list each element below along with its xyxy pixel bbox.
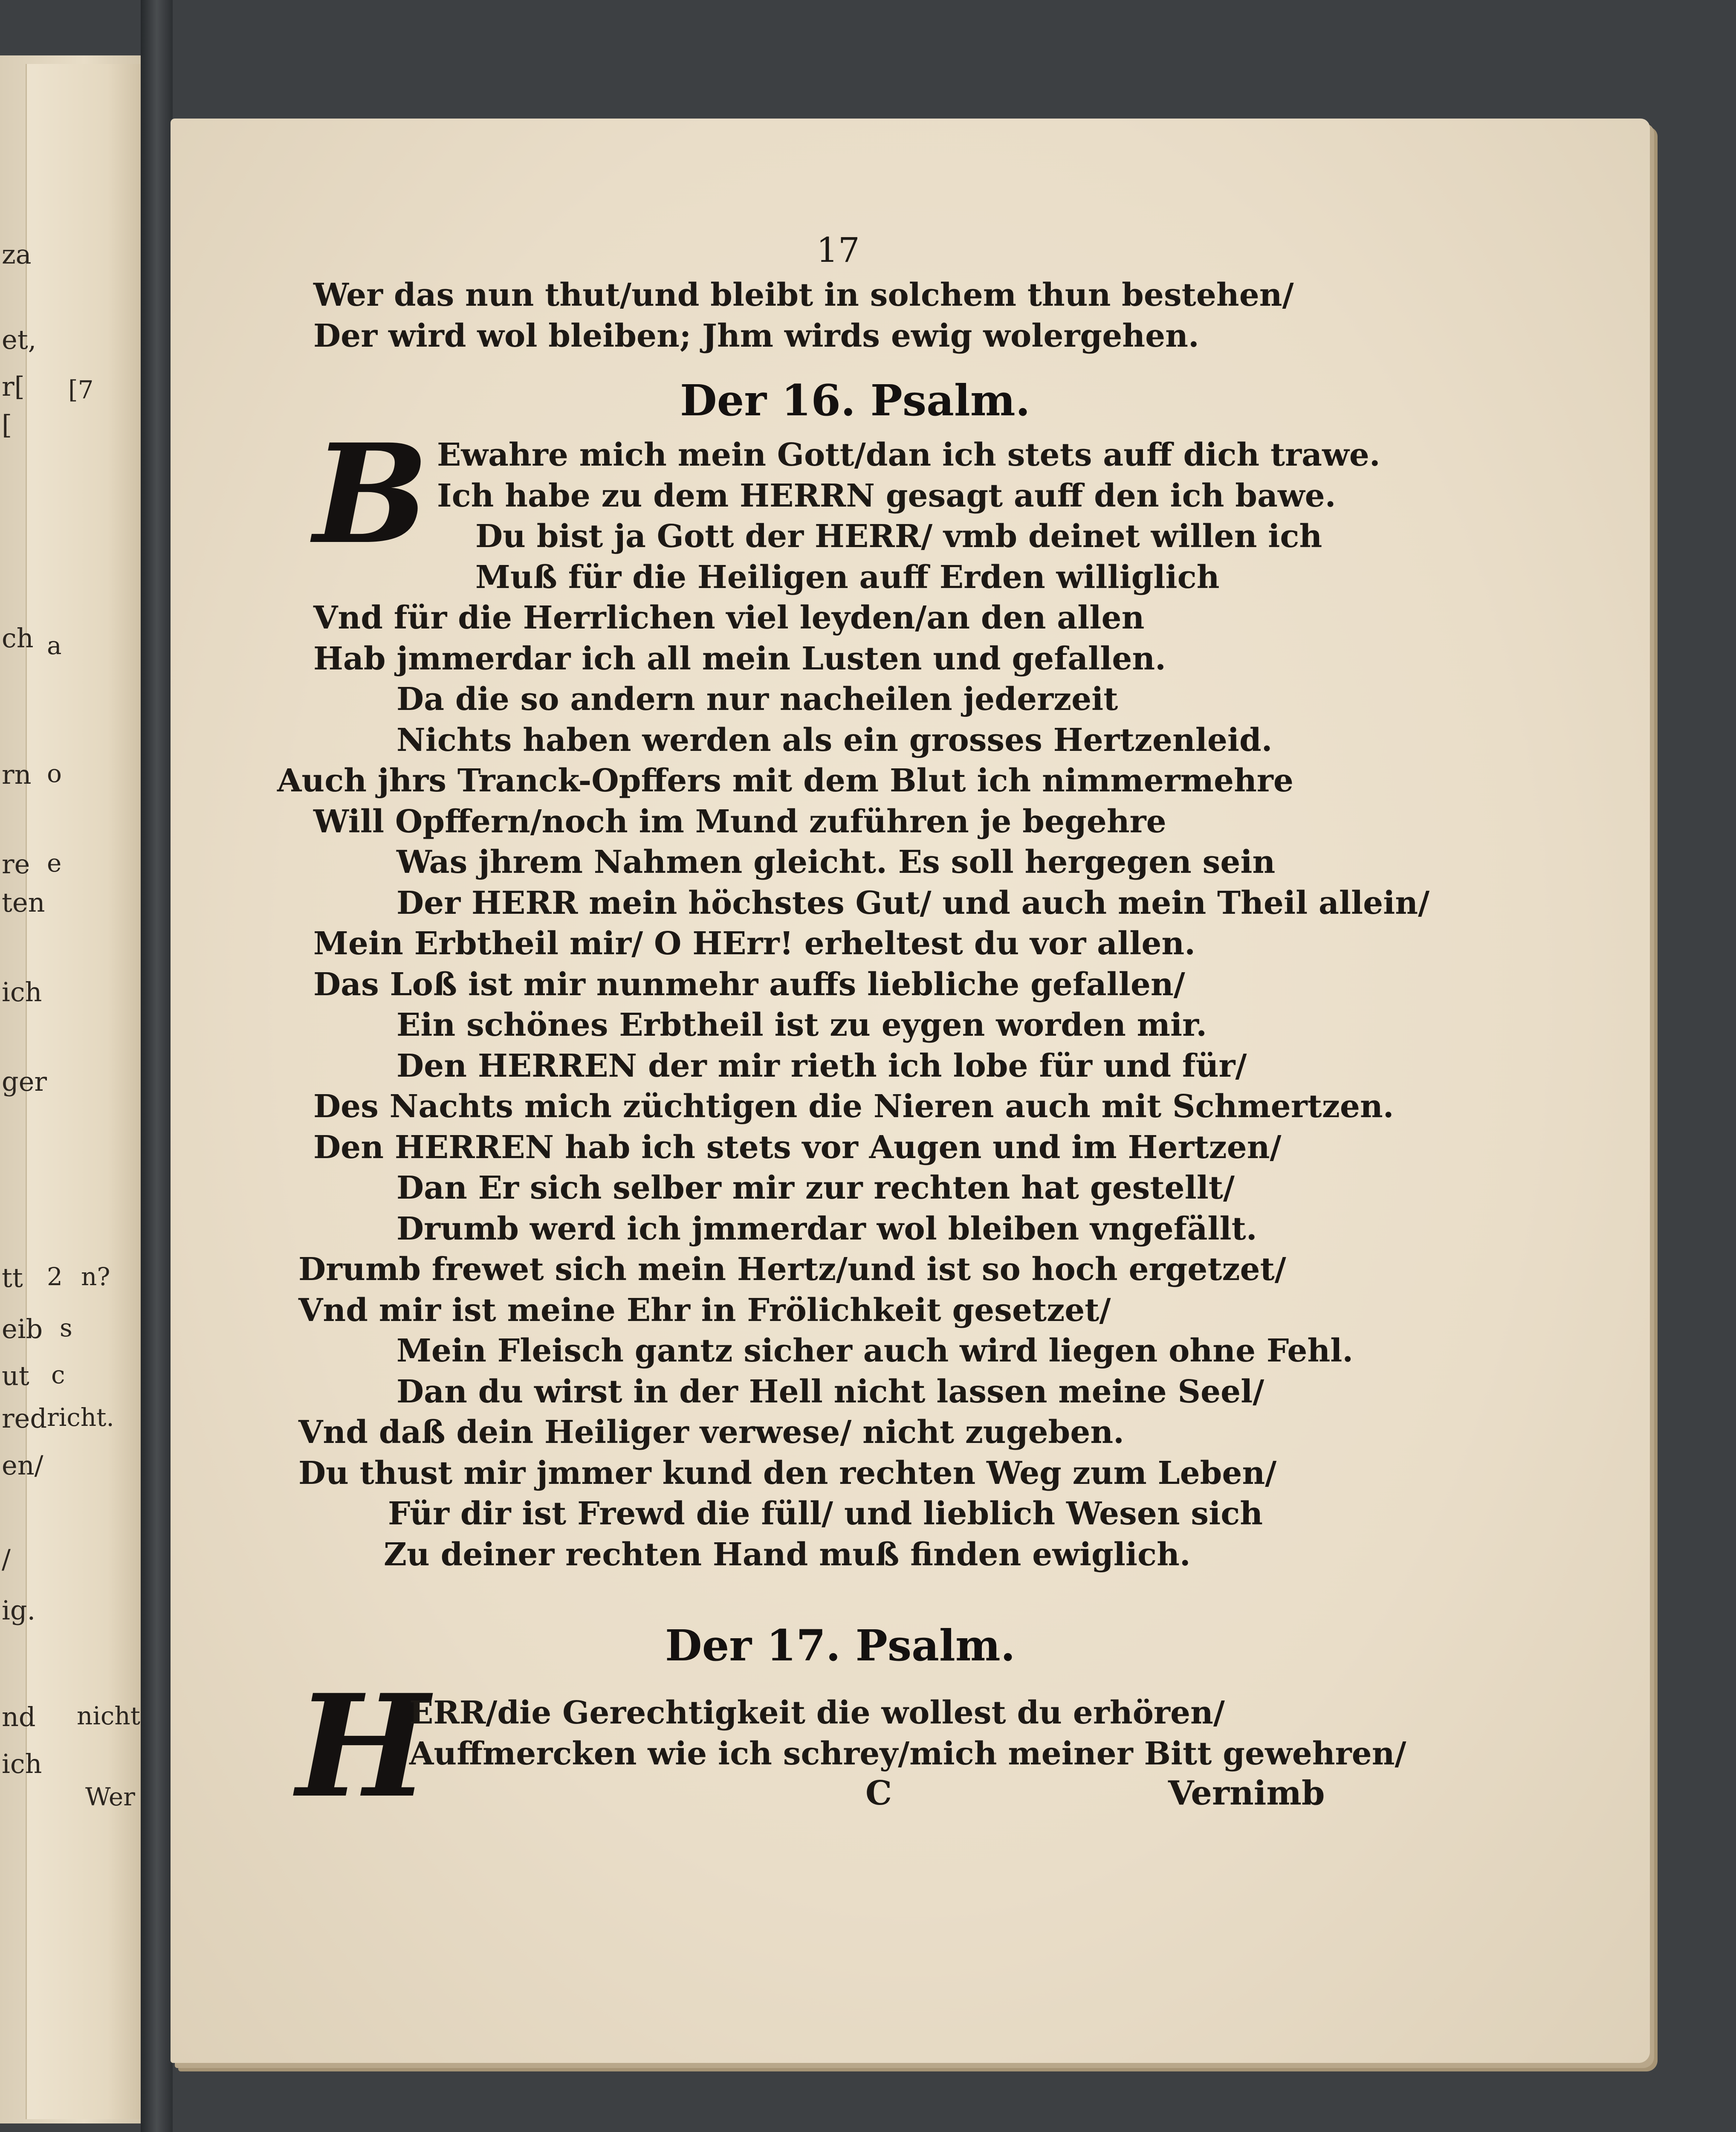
psalm16-line: Dan du wirst in der Hell nicht lassen meine Seel/ bbox=[396, 1373, 1264, 1410]
left-page-fragment: a bbox=[47, 631, 62, 660]
intro-line: Der wird wol bleiben; Jhm wirds ewig wolergehen. bbox=[313, 317, 1199, 354]
signature-mark: C bbox=[865, 1774, 892, 1813]
psalm17-line: Auffmercken wie ich schrey/mich meiner Bitt gewehren/ bbox=[409, 1735, 1406, 1772]
left-page-fragment: o bbox=[47, 759, 62, 788]
psalm16-line: Nichts haben werden als ein grosses Hertzenleid. bbox=[396, 721, 1273, 759]
psalm17-line: ERR/die Gerechtigkeit die wollest du erhören/ bbox=[409, 1695, 1225, 1731]
left-page-fragment: e bbox=[47, 849, 62, 878]
intro-line: Wer das nun thut/und bleibt in solchem thun bestehen/ bbox=[313, 277, 1294, 313]
page-number: 17 bbox=[816, 230, 860, 270]
psalm16-drop-initial: B bbox=[313, 414, 429, 574]
psalm16-line: Das Loß ist mir nunmehr auffs liebliche gefallen/ bbox=[313, 966, 1185, 1003]
left-page-fragment: re bbox=[2, 849, 30, 880]
left-page-fragment: 2 bbox=[47, 1262, 63, 1291]
psalm16-line: Mein Erbtheil mir/ O HErr! erheltest du vor allen. bbox=[313, 925, 1195, 962]
psalm16-line: Vnd daß dein Heiliger verwese/ nicht zugeben. bbox=[298, 1414, 1124, 1451]
psalm16-line: Auch jhrs Tranck-Opffers mit dem Blut ich nimmermehre bbox=[277, 762, 1293, 799]
psalm17-drop-initial: H bbox=[296, 1663, 429, 1829]
left-page-fragment: ut bbox=[2, 1360, 29, 1391]
psalm16-heading: Der 16. Psalm. bbox=[680, 375, 1030, 426]
psalm16-line: Den HERREN hab ich stets vor Augen und im Hertzen/ bbox=[313, 1129, 1282, 1166]
left-page-fragment: et, bbox=[2, 324, 37, 355]
psalm16-line: Ewahre mich mein Gott/dan ich stets auff dich trawe. bbox=[437, 437, 1380, 473]
left-page-fragment: [7 bbox=[68, 375, 94, 404]
left-page-fragment: eib bbox=[2, 1313, 43, 1344]
left-page-fragment: richt. bbox=[47, 1403, 114, 1432]
left-page-fragment: rn bbox=[2, 759, 32, 790]
left-page-fragment: s bbox=[60, 1313, 72, 1342]
catchword: Vernimb bbox=[1168, 1774, 1325, 1813]
psalm16-line: Drumb frewet sich mein Hertz/und ist so hoch ergetzet/ bbox=[298, 1251, 1286, 1288]
psalm16-line: Für dir ist Frewd die füll/ und lieblich Wesen sich bbox=[388, 1495, 1263, 1532]
psalm16-line: Hab jmmerdar ich all mein Lusten und gefallen. bbox=[313, 640, 1166, 677]
psalm16-line: Du thust mir jmmer kund den rechten Weg zum Leben/ bbox=[298, 1454, 1277, 1492]
left-page-fragment: ig. bbox=[2, 1595, 36, 1626]
left-page-fragment: en/ bbox=[2, 1450, 43, 1481]
left-page-fragment: red bbox=[2, 1403, 47, 1434]
psalm16-line: Ein schönes Erbtheil ist zu eygen worden mir. bbox=[396, 1007, 1207, 1043]
left-page-fragment: ich bbox=[2, 976, 42, 1008]
left-page-fragment: nd bbox=[2, 1701, 36, 1732]
psalm16-line: Muß für die Heiligen auff Erden williglich bbox=[475, 559, 1220, 596]
psalm16-line: Will Opffern/noch im Mund zuführen je begehre bbox=[313, 803, 1166, 840]
left-page-fragment: nicht bbox=[77, 1701, 141, 1730]
psalm16-line: Des Nachts mich züchtigen die Nieren auch mit Schmertzen. bbox=[313, 1088, 1394, 1125]
psalm16-line: Du bist ja Gott der HERR/ vmb deinet willen ich bbox=[475, 518, 1322, 555]
psalm16-line: Der HERR mein höchstes Gut/ und auch mein Theil allein/ bbox=[396, 884, 1430, 921]
psalm16-line: Vnd für die Herrlichen viel leyden/an den allen bbox=[313, 600, 1145, 636]
left-page-fragment: [ bbox=[2, 409, 12, 440]
psalm16-line: Zu deiner rechten Hand muß finden ewiglich. bbox=[384, 1536, 1191, 1573]
psalm16-line: Da die so andern nur nacheilen jederzeit bbox=[396, 681, 1118, 718]
psalm16-line: Drumb werd ich jmmerdar wol bleiben vngefällt. bbox=[396, 1210, 1257, 1247]
left-page-fragment: n? bbox=[81, 1262, 110, 1291]
psalm16-line: Dan Er sich selber mir zur rechten hat gestellt/ bbox=[396, 1170, 1235, 1206]
psalm16-line: Den HERREN der mir rieth ich lobe für und für/ bbox=[396, 1047, 1247, 1084]
left-page-fragment: ich bbox=[2, 1748, 42, 1779]
left-page-fragment: / bbox=[2, 1544, 11, 1575]
left-page-fragment: ten bbox=[2, 887, 45, 918]
left-page-fragment: c bbox=[51, 1360, 65, 1389]
psalm17-heading: Der 17. Psalm. bbox=[665, 1620, 1016, 1671]
psalm16-line: Vnd mir ist meine Ehr in Frölichkeit gesetzet/ bbox=[298, 1292, 1111, 1329]
left-page-fragment: tt bbox=[2, 1262, 23, 1293]
psalm16-line: Ich habe zu dem HERRN gesagt auff den ich bawe. bbox=[437, 477, 1336, 514]
book-gutter bbox=[141, 0, 173, 2132]
left-page-fragment: ger bbox=[2, 1066, 47, 1097]
psalm16-line: Mein Fleisch gantz sicher auch wird liegen ohne Fehl. bbox=[396, 1332, 1354, 1369]
left-page-fragment: za bbox=[2, 239, 32, 270]
psalm16-line: Was jhrem Nahmen gleicht. Es soll hergegen sein bbox=[396, 844, 1276, 881]
left-page-fragment: ch bbox=[2, 623, 34, 654]
left-page-fragment: Wer bbox=[85, 1782, 135, 1811]
left-page-fragment: r[ bbox=[2, 371, 25, 402]
